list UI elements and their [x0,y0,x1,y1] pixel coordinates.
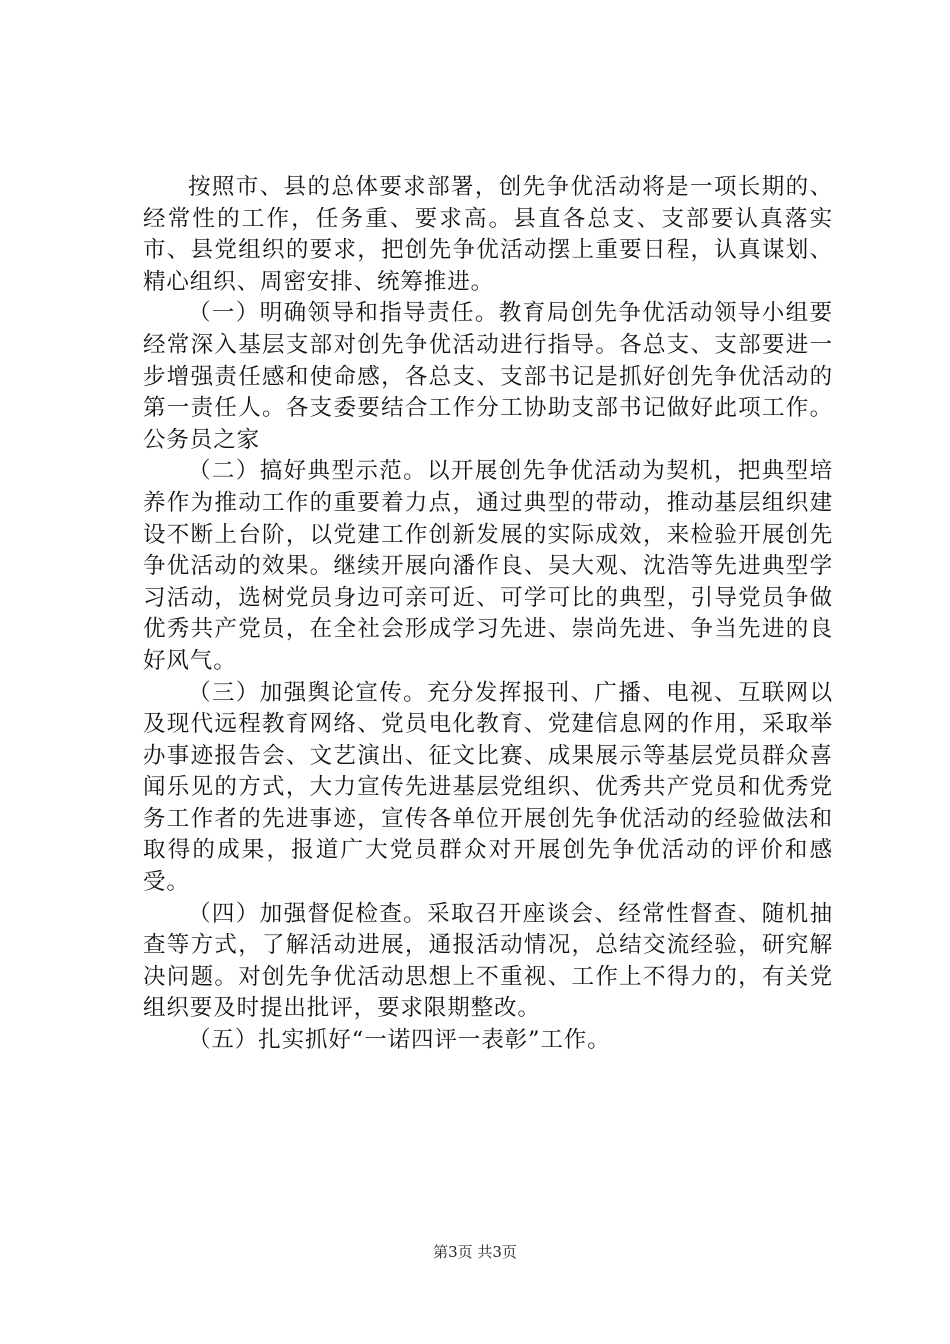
document-body [143,172,833,1057]
paragraph-item-5: （五）扎实抓好“一诺四评一表彰”工作。 [188,1027,611,1054]
paragraph-item-2: （二）搞好典型示范。以开展创先争优活动为契机，把典型培养作为推动工作的重要着力点，通过典型的带动，推动基层组织建设不断上台阶，以党建工作创新发展的实际成效，来检验开展创先争优活动的效果。继续开展向潘作良、吴大观、沈浩等先进典型学习活动，选树党员身边可亲可近、可学可比的典型，引导党员争做优秀共产党员，在全社会形成学习先进、崇尚先进、争当先进的良好风气。 [143,458,833,674]
paragraph-item-1: （一）明确领导和指导责任。教育局创先争优活动领导小组要经常深入基层支部对创先争优活动进行指导。各总支、支部要进一步增强责任感和使命感，各总支、支部书记是抓好创先争优活动的第一责任人。各支委要结合工作分工协助支部书记做好此项工作。公务员之家 [143,300,833,453]
paragraph-intro: 按照市、县的总体要求部署，创先争优活动将是一项长期的、经常性的工作，任务重、要求高。县直各总支、支部要认真落实市、县党组织的要求，把创先争优活动摆上重要日程，认真谋划、精心组织、周密安排、统筹推进。 [143,174,833,295]
paragraph-item-4: （四）加强督促检查。采取召开座谈会、经常性督查、随机抽查等方式，了解活动进展，通报活动情况，总结交流经验，研究解决问题。对创先争优活动思想上不重视、工作上不得力的，有关党组织要及时提出批评，要求限期整改。 [143,900,833,1022]
page-footer: 第3页 共3页 [433,1243,517,1261]
paragraph-item-3: （三）加强舆论宣传。充分发挥报刊、广播、电视、互联网以及现代远程教育网络、党员电化教育、党建信息网的作用，采取举办事迹报告会、文艺演出、征文比赛、成果展示等基层党员群众喜闻乐见的方式，大力宣传先进基层党组织、优秀共产党员和优秀党务工作者的先进事迹，宣传各单位开展创先争优活动的经验做法和取得的成果，报道广大党员群众对开展创先争优活动的评价和感受。 [143,679,833,896]
